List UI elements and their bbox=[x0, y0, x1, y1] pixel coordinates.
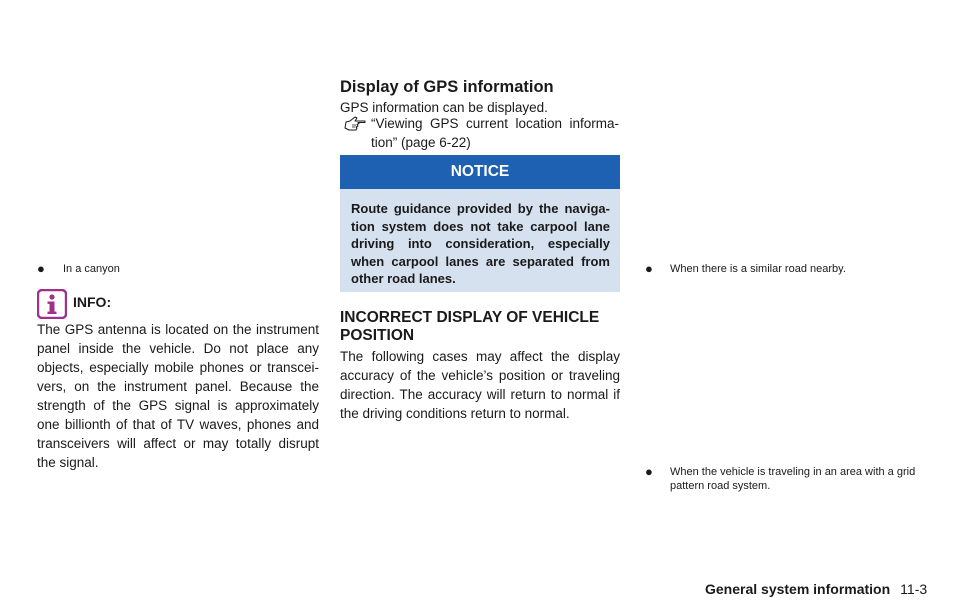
notice-title: NOTICE bbox=[450, 163, 510, 180]
info-icon bbox=[37, 289, 67, 319]
pointing-hand-icon bbox=[343, 116, 367, 132]
notice-text: Route guidance provided by the navigation system does not take carpool lane driving into consideration, especially when carpool lanes are separated from other road lanes. bbox=[351, 201, 610, 286]
reference-link-text: “Viewing GPS current location information” (page 6-22) bbox=[371, 116, 619, 150]
bullet: ● bbox=[645, 464, 653, 479]
page-number: 11-3 bbox=[900, 581, 928, 597]
page-footer bbox=[705, 580, 927, 598]
bullet: ● bbox=[37, 261, 45, 276]
info-paragraph: The GPS antenna is located on the instrument panel inside the vehicle. Do not place any objects, especially mobile phones or transceivers, on the instrument panel. Because the strength of the GPS signal is approximately one billionth of that of TV waves, phones and transceivers will affect or may totally disrupt the signal. bbox=[37, 322, 319, 470]
list-item-text: When the vehicle is traveling in an area with a grid pattern road system. bbox=[670, 466, 916, 492]
info-label: INFO: bbox=[73, 294, 112, 310]
list-item-text: When there is a similar road nearby. bbox=[670, 263, 846, 275]
gps-intro-text: GPS information can be displayed. bbox=[340, 100, 548, 115]
list-item bbox=[645, 465, 925, 493]
section-heading-gps: Display of GPS information bbox=[340, 78, 554, 96]
list-item bbox=[645, 262, 925, 276]
footer-section-title: General system information bbox=[705, 581, 891, 597]
bullet: ● bbox=[645, 261, 653, 276]
list-item bbox=[37, 262, 307, 276]
section-heading-incorrect-display: INCORRECT DISPLAY OF VEHICLE POSITION bbox=[340, 309, 600, 344]
notice-box bbox=[340, 155, 620, 292]
incorrect-display-paragraph: The following cases may affect the display accuracy of the vehicle’s position or traveling direction. The accuracy will return to normal if the driving conditions return to normal. bbox=[340, 349, 620, 421]
list-item-text: In a canyon bbox=[63, 263, 120, 275]
